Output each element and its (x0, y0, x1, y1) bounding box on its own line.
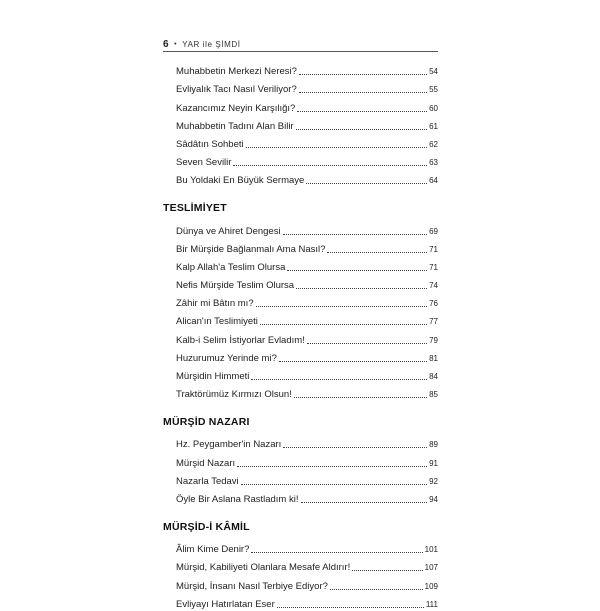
toc-entry (163, 133, 438, 151)
dot-leader (260, 324, 427, 325)
book-title: YAR ile ŞİMDİ (182, 39, 241, 49)
toc-entry-title: Evliyalık Tacı Nasıl Veriliyor? (176, 84, 297, 96)
dot-leader (233, 165, 427, 166)
toc-entry (163, 78, 438, 96)
toc-entry-title: Mürşidin Himmeti (176, 371, 250, 382)
dot-leader (241, 484, 427, 485)
dot-leader (301, 502, 428, 503)
toc-entry (163, 433, 438, 451)
toc-entry-page: 64 (429, 176, 438, 186)
toc-entry-title: Kalb-i Selim İstiyorlar Evladım! (176, 334, 305, 346)
toc-entry (163, 328, 438, 346)
toc-intro-group (163, 60, 438, 187)
dot-leader (287, 270, 427, 271)
toc-entry-page: 62 (429, 139, 438, 149)
toc-entry-title: Bir Mürşide Bağlanmalı Ama Nasıl? (176, 243, 326, 255)
section-title: MÜRŞİD NAZARI (163, 416, 250, 429)
toc-entry-title: Mürşid, İnsanı Nasıl Terbiye Ediyor? (176, 580, 328, 592)
toc-section-mursid-i-kamil (163, 520, 438, 611)
toc-entry-title: Huzurumuz Yerinde mi? (176, 352, 277, 364)
toc-entry (163, 115, 438, 133)
toc-section-teslimiyet (163, 201, 438, 401)
toc-entry-page: 107 (424, 563, 438, 573)
toc-entry-page: 77 (429, 317, 438, 327)
page-number: 6 (163, 38, 170, 50)
toc-entry (163, 310, 438, 328)
toc-entry-page: 101 (424, 545, 438, 555)
toc-entry (163, 219, 438, 237)
toc-entry-page: 81 (429, 353, 438, 363)
toc-entry-page: 111 (425, 599, 438, 609)
toc-entry (163, 96, 438, 114)
toc-entry-page: 91 (429, 458, 438, 468)
dot-leader (307, 343, 427, 344)
toc-entry-title: Muhabbetin Tadını Alan Bilir (176, 120, 294, 132)
toc-entry-title: Evliyayı Hatırlatan Eser (176, 598, 275, 610)
header-bullet: • (174, 40, 178, 48)
toc-entry-title: Zâhir mi Bâtın mı? (176, 298, 254, 310)
dot-leader (237, 466, 427, 467)
toc-entry-page: 60 (429, 103, 438, 113)
toc-entry-page: 69 (429, 226, 438, 236)
dot-leader (296, 288, 427, 289)
toc-entry (163, 488, 438, 506)
toc-entry-title: Muhabbetin Merkezi Neresi? (176, 66, 297, 78)
toc-entry (163, 556, 438, 574)
toc-entry (163, 256, 438, 274)
toc-entry-title: Mürşid Nazarı (176, 457, 236, 469)
toc-entry-title: Öyle Bir Aslana Rastladım ki! (176, 493, 299, 505)
header-rule (163, 51, 438, 52)
dot-leader (297, 111, 427, 112)
toc-entry-title: Mürşid, Kabiliyeti Olanlara Mesafe Aldırır! (176, 562, 351, 574)
toc-section-mursid-nazari (163, 415, 438, 506)
dot-leader (283, 447, 427, 448)
toc-entry-page: 71 (429, 244, 438, 254)
toc-entry-page: 55 (429, 85, 438, 95)
toc-entry (163, 151, 438, 169)
toc-entry (163, 274, 438, 292)
section-title: MÜRŞİD-İ KÂMİL (163, 520, 250, 533)
toc-entry-page: 61 (429, 121, 438, 131)
toc-entry-page: 63 (429, 158, 438, 168)
dot-leader (327, 252, 427, 253)
dot-leader (299, 92, 427, 93)
dot-leader (246, 147, 427, 148)
toc-entry (163, 169, 438, 187)
toc-entry-page: 89 (429, 440, 438, 450)
toc-entry-title: Âlim Kime Denir? (176, 544, 250, 556)
toc-entry-page: 74 (429, 281, 438, 291)
toc-entry-title: Kalp Allah'a Teslim Olursa (176, 261, 286, 273)
toc-entry-title: Traktörümüz Kırmızı Olsun! (176, 389, 292, 401)
dot-leader (299, 74, 427, 75)
toc-entry (163, 470, 438, 488)
toc-entry-title: Sâdâtın Sohbeti (176, 138, 244, 150)
section-title: TESLİMİYET (163, 202, 227, 215)
toc-entry-title: Dünya ve Ahiret Dengesi (176, 225, 281, 237)
toc-entry-page: 92 (429, 476, 438, 486)
toc-entry (163, 238, 438, 256)
toc-entry (163, 365, 438, 383)
toc-entry-title: Kazancımız Neyin Karşılığı? (176, 102, 296, 114)
running-head (163, 37, 438, 51)
toc-entry-title: Hz. Peygamber'in Nazarı (176, 439, 282, 451)
toc-entry-page: 54 (429, 67, 438, 77)
dot-leader (330, 589, 423, 590)
dot-leader (279, 361, 427, 362)
toc-entry-page: 85 (429, 390, 438, 400)
toc-entry-page: 71 (429, 262, 438, 272)
toc-entry (163, 574, 438, 592)
dot-leader (296, 129, 427, 130)
toc-entry-page: 109 (424, 581, 438, 591)
toc-entry-title: Nefis Mürşide Teslim Olursa (176, 280, 295, 292)
toc-entry-title: Seven Sevilir (176, 157, 232, 169)
dot-leader (251, 379, 427, 380)
toc-entry-page: 76 (429, 299, 438, 309)
dot-leader (294, 397, 427, 398)
dot-leader (283, 234, 428, 235)
toc-entry (163, 451, 438, 469)
toc-entry (163, 347, 438, 365)
toc-entry (163, 292, 438, 310)
dot-leader (251, 552, 422, 553)
toc-entry (163, 538, 438, 556)
dot-leader (277, 607, 424, 608)
table-of-contents (163, 60, 438, 611)
toc-entry (163, 60, 438, 78)
dot-leader (256, 306, 427, 307)
toc-entry (163, 383, 438, 401)
toc-entry-page: 94 (429, 494, 438, 504)
dot-leader (306, 183, 427, 184)
toc-entry (163, 593, 438, 611)
toc-entry-title: Alican'ın Teslimiyeti (176, 316, 258, 328)
dot-leader (352, 570, 422, 571)
toc-entry-title: Nazarla Tedavi (176, 475, 239, 487)
toc-entry-page: 79 (429, 335, 438, 345)
toc-entry-title: Bu Yoldaki En Büyük Sermaye (176, 175, 305, 187)
toc-entry-page: 84 (429, 372, 438, 381)
